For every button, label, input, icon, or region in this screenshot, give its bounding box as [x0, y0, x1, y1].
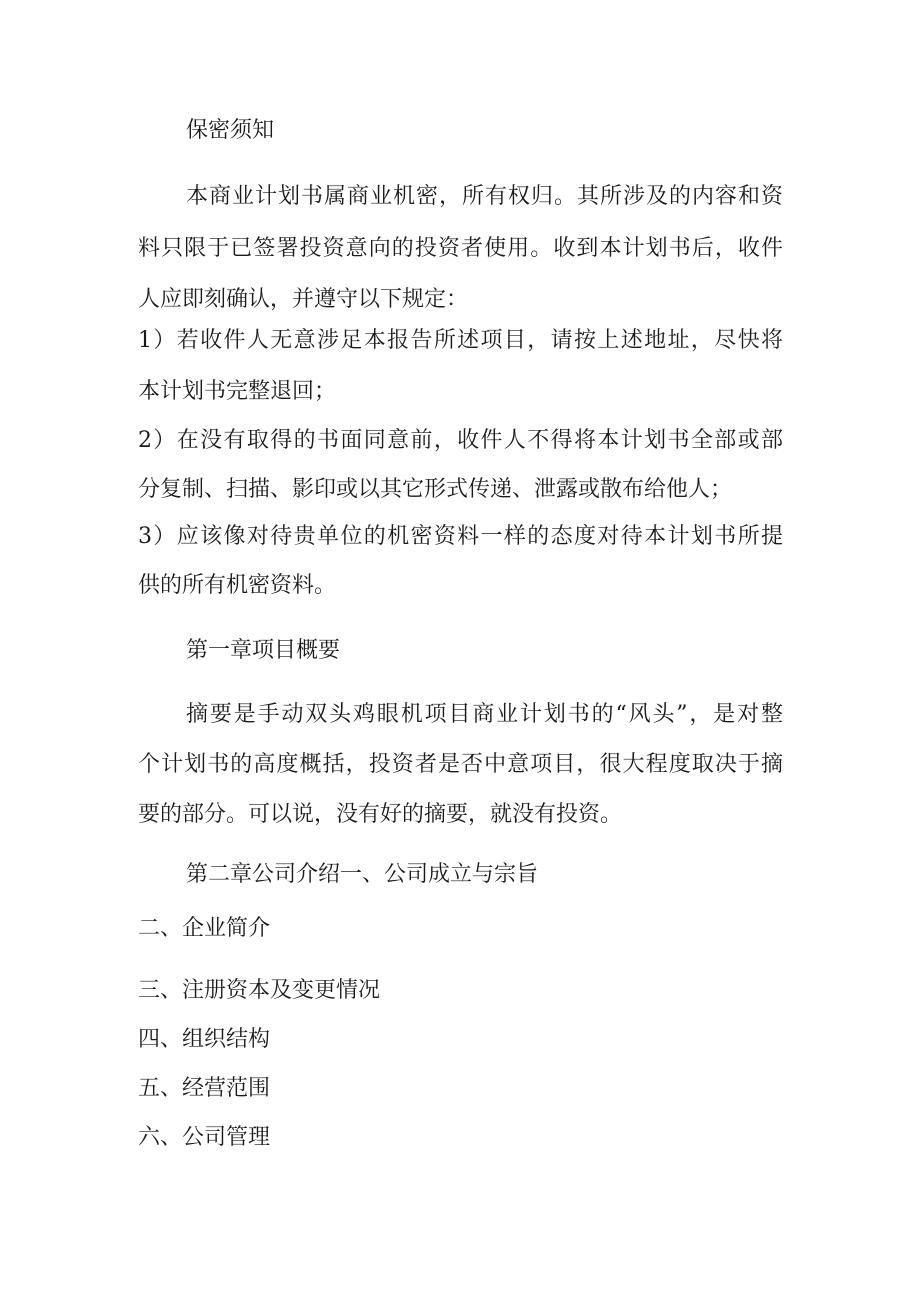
- summary-line: 要的部分。可以说，没有好的摘要，就没有投资。: [138, 802, 623, 827]
- rule-3-line: 3）应该像对待贵单位的机密资料一样的态度对待本计划书所提: [138, 524, 783, 549]
- summary-line: 个计划书的高度概括，投资者是否中意项目，很大程度取决于摘: [138, 752, 783, 777]
- paragraph-line: 料只限于已签署投资意向的投资者使用。收到本计划书后，收件: [138, 236, 783, 261]
- rule-3-line: 供的所有机密资料。: [138, 573, 337, 598]
- chapter-2-item: 二、企业简介: [138, 916, 271, 941]
- rule-1-line: 1）若收件人无意涉足本报告所述项目，请按上述地址，尽快将: [138, 328, 783, 353]
- section-heading-confidentiality: 保密须知: [186, 118, 275, 143]
- chapter-2-heading: 第二章公司介绍一、公司成立与宗旨: [186, 862, 539, 887]
- chapter-2-item: 三、注册资本及变更情况: [138, 978, 381, 1003]
- chapter-2-item: 五、经营范围: [138, 1076, 271, 1101]
- rule-2-line: 分复制、扫描、影印或以其它形式传递、泄露或散布给他人；: [138, 477, 733, 502]
- rule-1-line: 本计划书完整退回；: [138, 379, 337, 404]
- rule-2-line: 2）在没有取得的书面同意前，收件人不得将本计划书全部或部: [138, 428, 783, 453]
- paragraph-line: 本商业计划书属商业机密，所有权归。其所涉及的内容和资: [186, 184, 783, 209]
- chapter-2-item: 六、公司管理: [138, 1125, 271, 1150]
- chapter-1-heading: 第一章项目概要: [186, 638, 341, 663]
- paragraph-line: 人应即刻确认，并遵守以下规定：: [138, 287, 469, 312]
- summary-line: 摘要是手动双头鸡眼机项目商业计划书的“风头”，是对整: [186, 702, 783, 727]
- chapter-2-item: 四、组织结构: [138, 1027, 271, 1052]
